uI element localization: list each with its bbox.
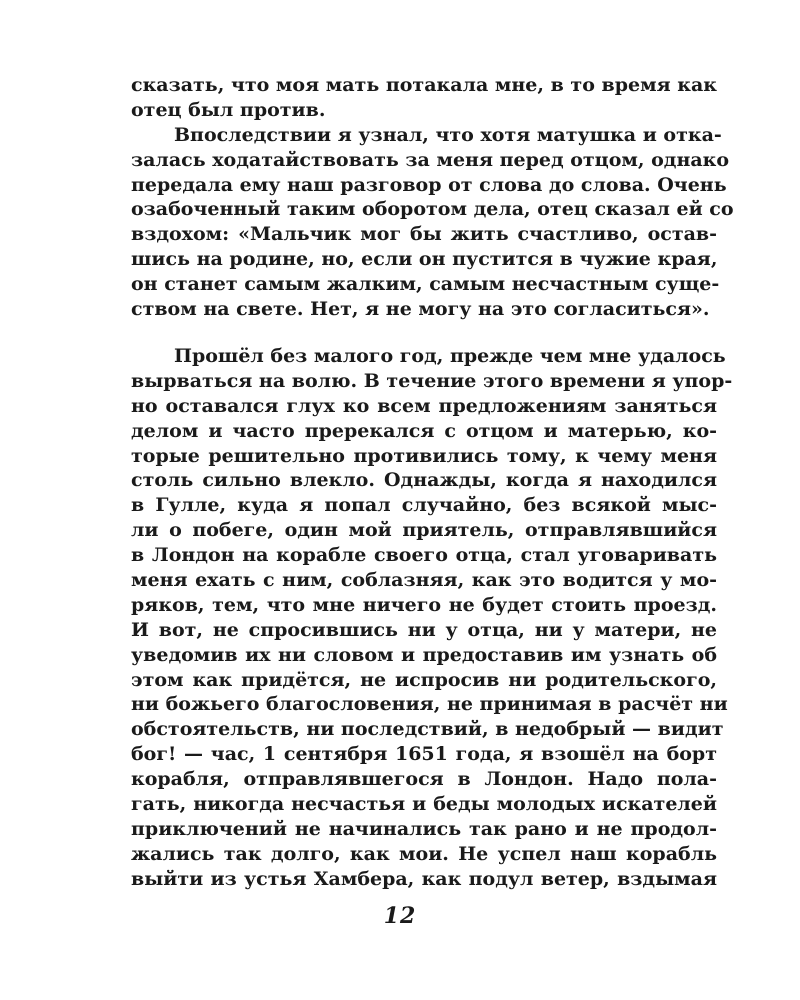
text-line: залась ходатайствовать за меня перед отцом, однако <box>131 148 730 171</box>
text-line: корабля, отправлявшегося в Лондон. Надо пола- <box>131 768 717 791</box>
text-line: гать, никогда несчастья и беды молодых искателей <box>131 793 717 816</box>
paragraph-2 <box>131 123 734 322</box>
text-line: но оставался глух ко всем предложениям заняться <box>131 394 717 417</box>
text-line: обстоятельств, ни последствий, в недобрый — видит <box>131 718 724 741</box>
text-line: Впоследствии я узнал, что хотя матушка и отка- <box>174 123 722 146</box>
text-line: делом и часто пререкался с отцом и матерью, ко- <box>131 419 717 442</box>
text-line: в Лондон на корабле своего отца, стал уговаривать <box>131 544 717 567</box>
text-line: озабоченный таким оборотом дела, отец сказал ей со <box>131 198 734 221</box>
text-line: выйти из устья Хамбера, как подул ветер, вздымая <box>131 867 717 890</box>
text-line: передала ему наш разговор от слова до слова. Очень <box>131 173 727 196</box>
text-line: он станет самым жалким, самым несчастным суще- <box>131 273 720 296</box>
text-line: меня ехать с ним, соблазняя, как это водится у мо- <box>131 569 717 592</box>
text-line: ством на свете. Нет, я не могу на это согласиться». <box>131 298 710 321</box>
text-line: И вот, не спросившись ни у отца, ни у матери, не <box>131 618 717 641</box>
text-line: шись на родине, но, если он пустится в чужие края, <box>131 248 718 271</box>
text-line: в Гулле, куда я попал случайно, без всякой мыс- <box>131 494 717 517</box>
text-line: вздохом: «Мальчик мог бы жить счастливо, остав- <box>131 223 717 246</box>
text-line: Прошёл без малого год, прежде чем мне удалось <box>174 345 726 367</box>
text-line: уведомив их ни словом и предоставив им узнать об <box>131 643 717 666</box>
text-line: жались так долго, как мои. Не успел наш корабль <box>131 842 717 865</box>
text-line: ли о побеге, один мой приятель, отправлявшийся <box>131 519 717 542</box>
text-line: торые решительно противились тому, к чему меня <box>131 444 717 467</box>
text-line: ряков, тем, что мне ничего не будет стоить проезд. <box>131 593 717 616</box>
text-line: этом как придётся, не испросив ни родительского, <box>131 668 717 691</box>
paragraph-3 <box>131 344 733 892</box>
text-line: приключений не начинались так рано и не продол- <box>131 817 717 840</box>
text-line: сказать, что моя мать потакала мне, в то время как <box>131 74 717 96</box>
text-line: бог! — час, 1 сентября 1651 года, я взошёл на борт <box>131 743 717 766</box>
text-line: отец был против. <box>131 98 326 121</box>
page-number: 12 <box>383 903 417 929</box>
text-line: вырваться на волю. В течение этого времени я упор- <box>131 369 733 392</box>
text-line: ни божьего благословения, не принимая в расчёт ни <box>131 693 728 716</box>
text-line: столь сильно влекло. Однажды, когда я находился <box>131 469 717 492</box>
paragraph-1 <box>131 73 717 123</box>
